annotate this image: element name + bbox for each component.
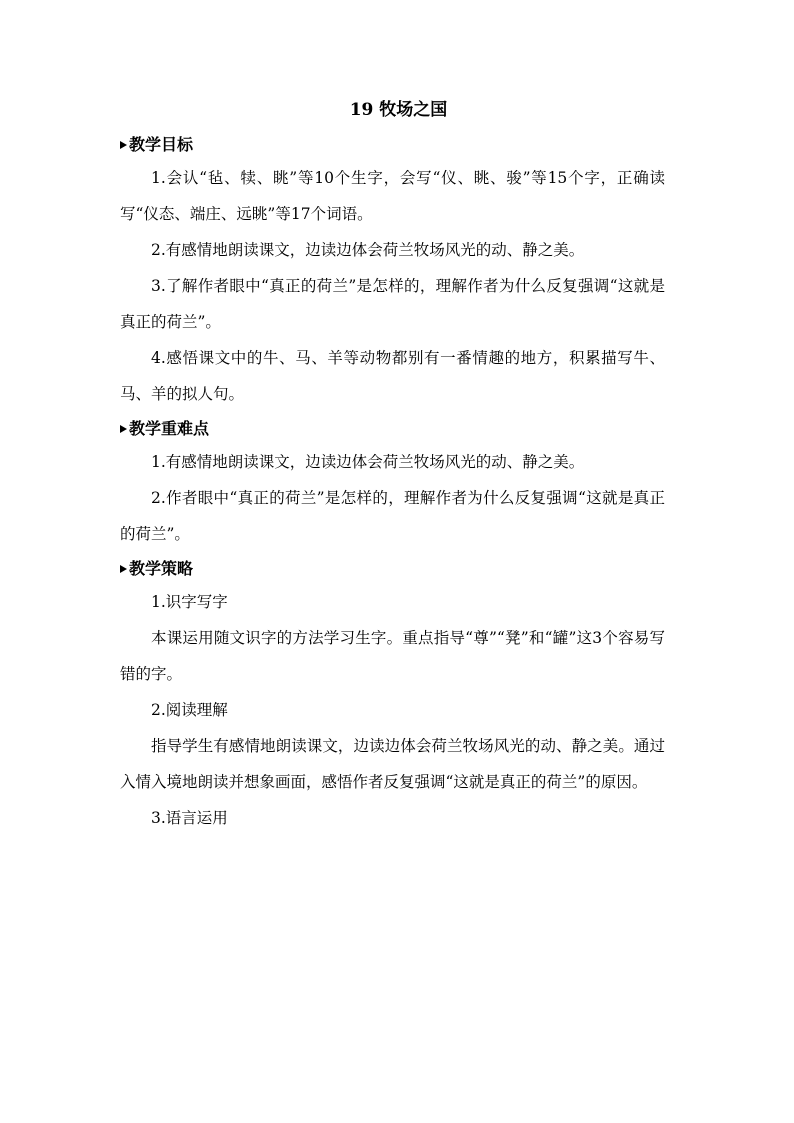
paragraph: 3.了解作者眼中“真正的荷兰”是怎样的，理解作者为什么反复强调“这就是真正的荷兰”。 [120, 277, 665, 331]
paragraph: 2.有感情地朗读课文，边读边体会荷兰牧场风光的动、静之美。 [151, 241, 585, 259]
paragraph: 4.感悟课文中的牛、马、羊等动物都别有一番情趣的地方，积累描写牛、马、羊的拟人句。 [120, 349, 665, 403]
document-page [120, 95, 665, 836]
section-teaching-goals [120, 130, 665, 412]
paragraph: 1.会认“毡、犊、眺”等10个生字，会写“仪、眺、骏”等15个字，正确读写“仪态、端庄、远眺”等17个词语。 [120, 169, 665, 223]
triangle-bullet-icon [120, 565, 127, 573]
paragraph: 2.阅读理解 [151, 701, 228, 719]
section-heading [120, 130, 665, 160]
paragraph: 1.有感情地朗读课文，边读边体会荷兰牧场风光的动、静之美。 [151, 453, 585, 471]
section-key-difficulties [120, 414, 665, 552]
section-heading-label: 教学策略 [129, 559, 194, 578]
triangle-bullet-icon [120, 141, 127, 149]
section-heading-label: 教学目标 [129, 135, 194, 154]
paragraph: 本课运用随文识字的方法学习生字。重点指导“尊”“凳”和“罐”这3个容易写错的字。 [120, 629, 665, 683]
section-heading [120, 554, 665, 584]
section-heading-label: 教学重难点 [129, 419, 210, 438]
paragraph: 2.作者眼中“真正的荷兰”是怎样的，理解作者为什么反复强调“这就是真正的荷兰”。 [120, 489, 665, 543]
paragraph: 1.识字写字 [151, 593, 228, 611]
triangle-bullet-icon [120, 425, 127, 433]
section-heading [120, 414, 665, 444]
section-teaching-strategies [120, 554, 665, 836]
paragraph: 3.语言运用 [151, 809, 228, 827]
document-title: 19 牧场之国 [349, 100, 448, 120]
paragraph: 指导学生有感情地朗读课文，边读边体会荷兰牧场风光的动、静之美。通过入情入境地朗读并想象画面，感悟作者反复强调“这就是真正的荷兰”的原因。 [120, 737, 665, 791]
